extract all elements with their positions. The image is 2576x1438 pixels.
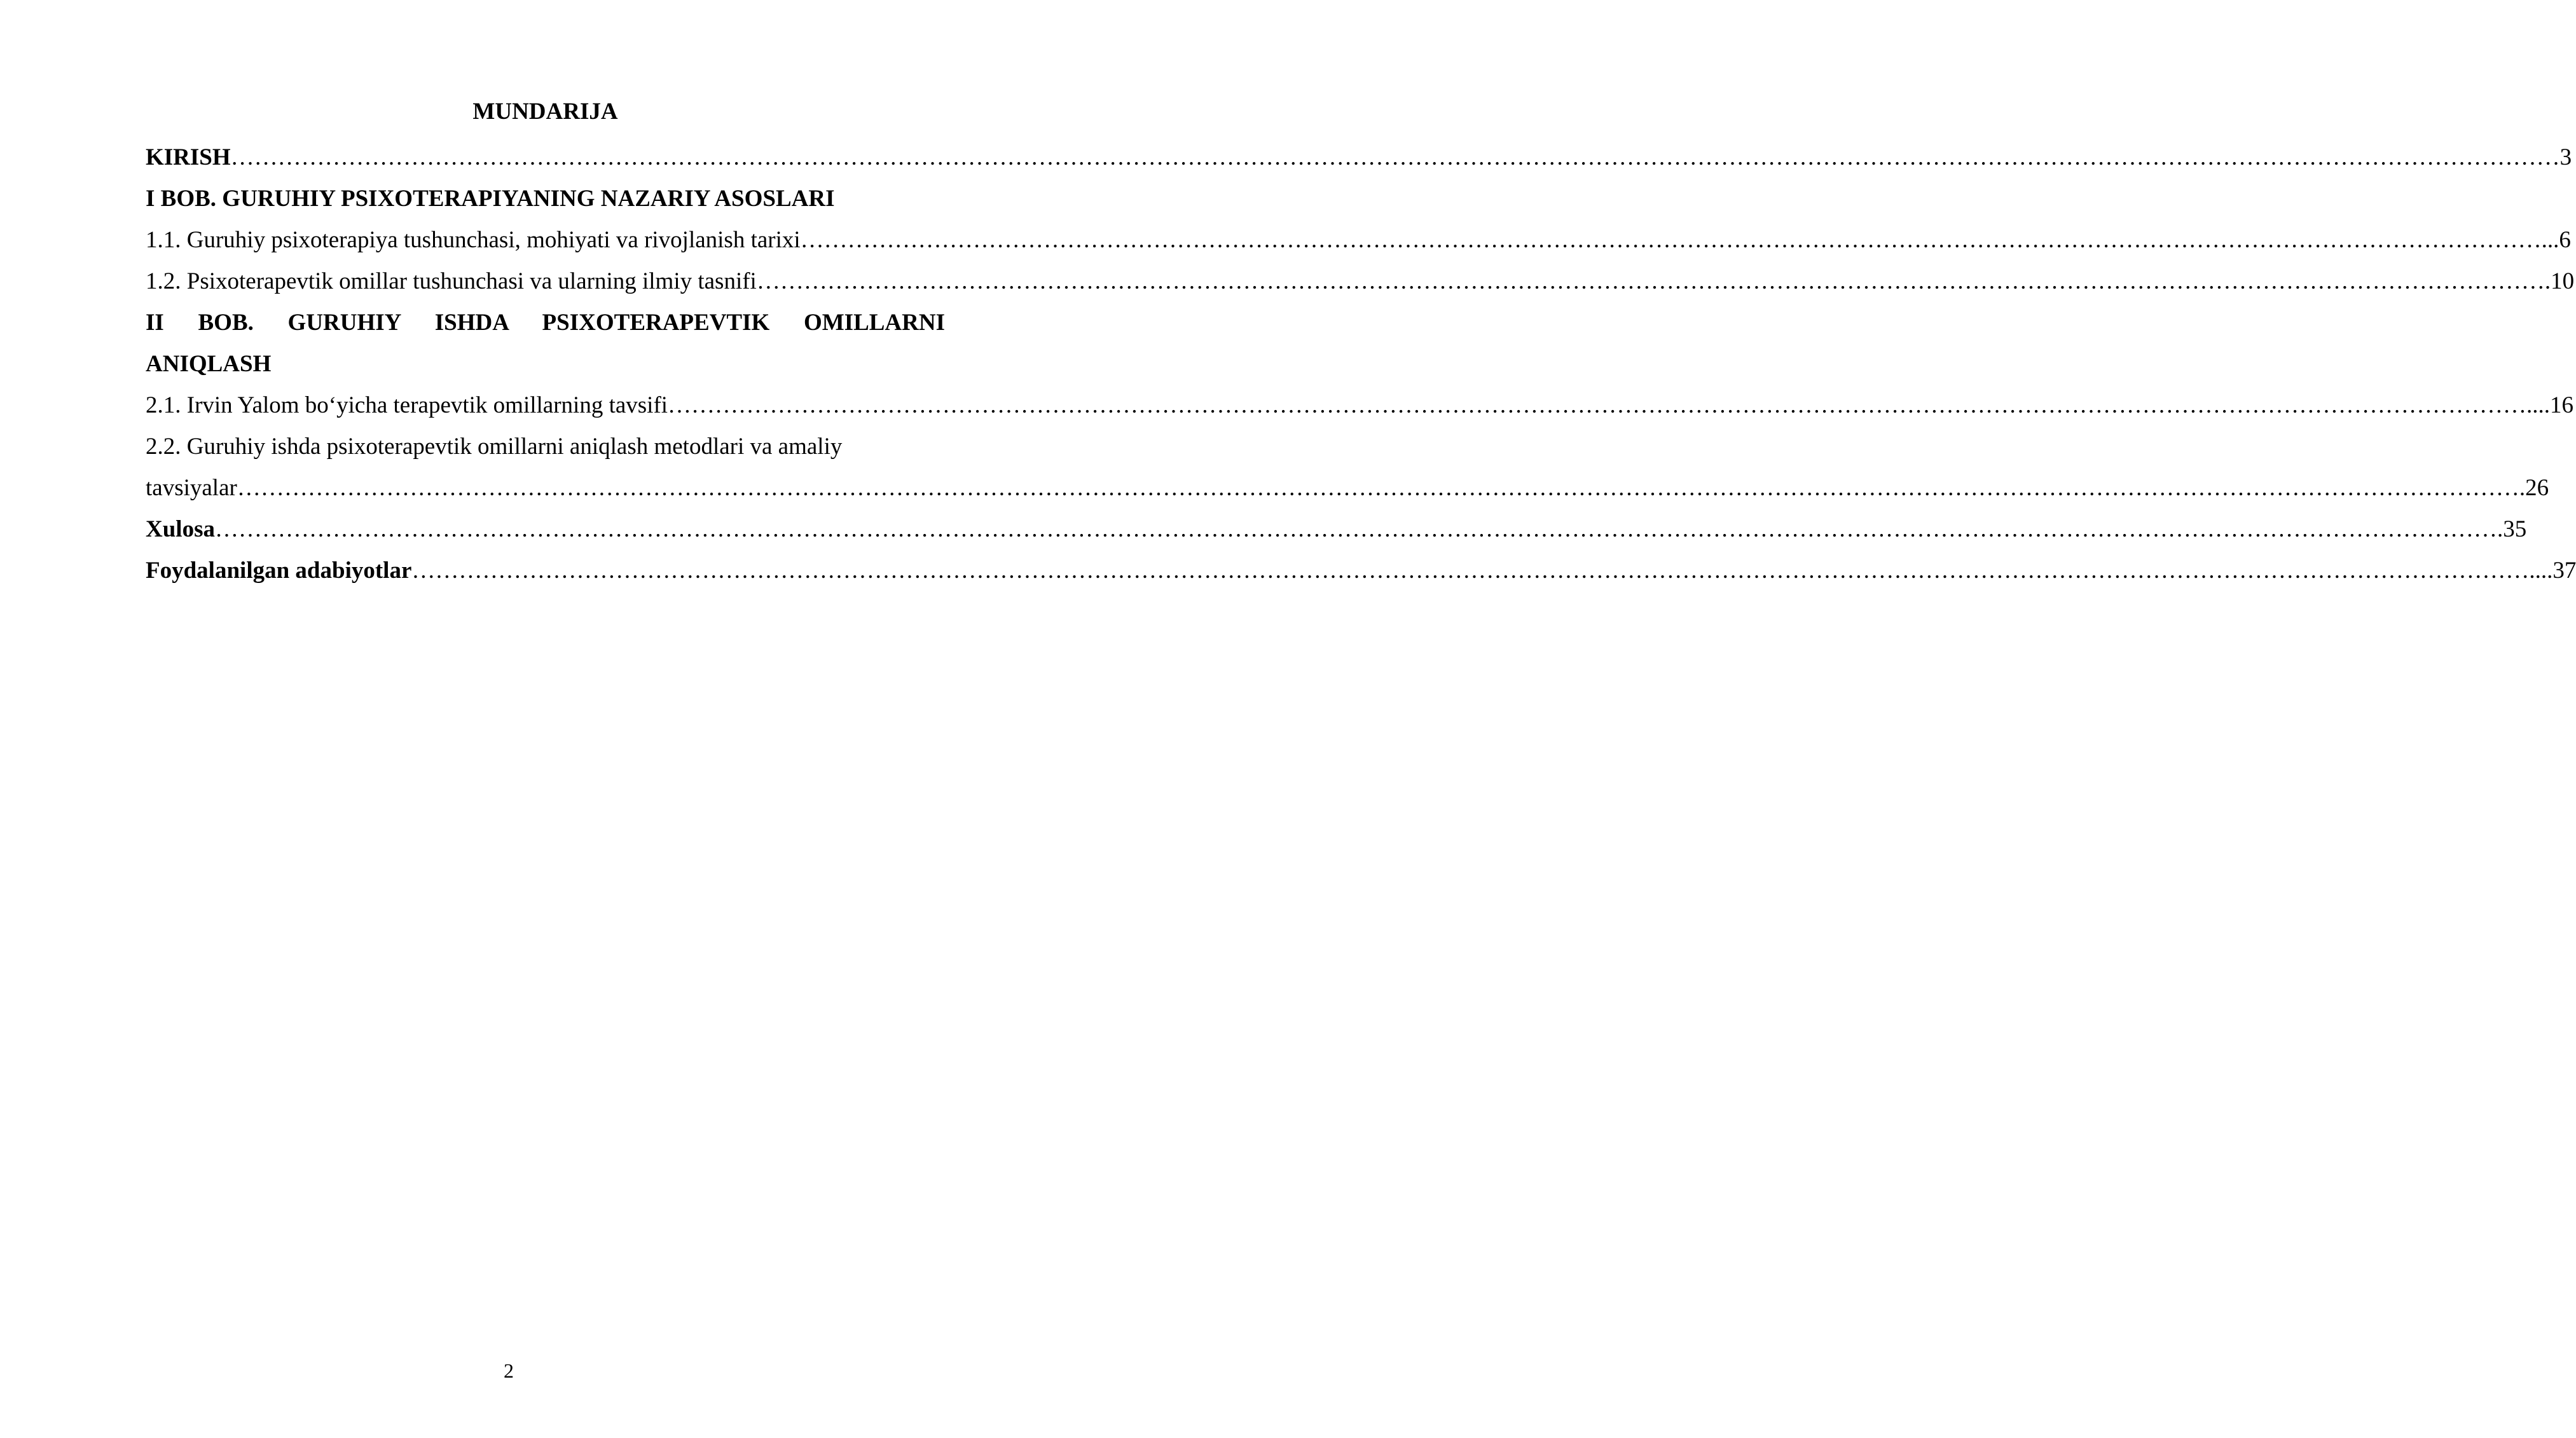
toc-page-number: 37: [2552, 558, 2576, 584]
toc-page-number: 3: [2559, 144, 2572, 170]
toc-chapter-2-heading-line1: II BOB. GURUHIY ISHDA PSIXOTERAPEVTIK OMILLARNI: [146, 310, 945, 336]
toc-entry-label: Foydalanilgan adabiyotlar: [146, 558, 412, 584]
toc-dot-leader: ………………………………………………………………………………………………………………………………………………………………………………………… ……………………………………………………………………….: [215, 509, 2503, 550]
toc-dot-leader: ………………………………………………………………………………………………………………………………………………………………………………………… ………………………....: [668, 385, 2550, 426]
toc-dot-leader: ………………………………………………………………………………………………………………………………………………………………………………………… ……………….: [757, 261, 2551, 302]
toc-entry-2-1: [146, 385, 2574, 426]
toc-page-number: 16: [2550, 392, 2574, 418]
toc-entry-label: 2.1. Irvin Yalom bo‘yicha terapevtik omillarning tavsifi: [146, 392, 668, 418]
toc-chapter-2-heading-line2: ANIQLASH: [146, 351, 272, 377]
toc-entry-label: tavsiyalar: [146, 475, 237, 501]
toc-entry-2-2: [146, 467, 2549, 509]
toc-dot-leader: ………………………………………………………………………………………………………………………………………………………………………………………… ……………………………………………………………………….: [237, 467, 2525, 509]
toc-entry-label: 1.1. Guruhiy psixoterapiya tushunchasi, mohiyati va rivojlanish tarixi: [146, 227, 801, 253]
toc-title: MUNDARIJA: [472, 99, 618, 125]
toc-entry-1-1: [146, 219, 2571, 261]
toc-entry-xulosa: [146, 509, 2527, 550]
toc-entry-label: Xulosa: [146, 516, 215, 542]
toc-page-number: 26: [2525, 475, 2549, 501]
toc-page-number: 10: [2551, 268, 2575, 294]
toc-entry-2-2-line1: 2.2. Guruhiy ishda psixoterapevtik omillarni aniqlash metodlari va amaliy: [146, 434, 843, 460]
toc-entry-references: [146, 550, 2576, 591]
toc-entry-label: KIRISH: [146, 144, 231, 170]
toc-dot-leader: ………………………………………………………………………………………………………………………………………………………………………………………… ……………………………………………………....: [411, 550, 2552, 591]
page-number: 2: [504, 1359, 514, 1382]
toc-entry-kirish: [146, 137, 2572, 178]
table-of-contents: [146, 95, 2576, 591]
toc-entry-1-2: [146, 261, 2575, 302]
toc-page-number: 6: [2559, 227, 2571, 253]
toc-chapter-1-heading: I BOB. GURUHIY PSIXOTERAPIYANING NAZARIY ASOSLARI: [146, 186, 835, 212]
toc-entry-label: 1.2. Psixoterapevtik omillar tushunchasi va ularning ilmiy tasnifi: [146, 268, 757, 294]
toc-dot-leader: ………………………………………………………………………………………………………………………………………………………………………………………… ……………………………………………………………………………: [231, 137, 2560, 178]
toc-page-number: 35: [2503, 516, 2527, 542]
toc-dot-leader: ………………………………………………………………………………………………………………………………………………………………………………………… …………...: [801, 219, 2559, 261]
